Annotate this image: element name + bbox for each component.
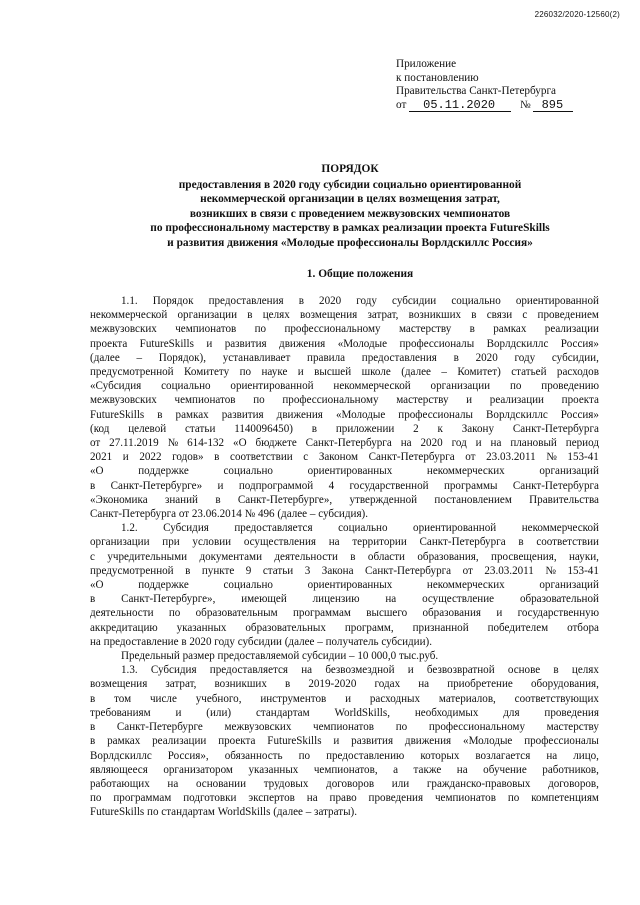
text-line: «Экономика знаний в Санкт-Петербурге», утвержденной постановлением Правительства bbox=[90, 493, 599, 506]
text-line: возмещения затрат, возникших в 2019-2020 годах на приобретение оборудования, bbox=[90, 678, 599, 691]
text-line: «О поддержке социально ориентированных некоммерческих организаций bbox=[90, 579, 599, 592]
paragraph bbox=[90, 521, 599, 649]
text-line: в Санкт-Петербурге», имеющей лицензию на осуществление образовательной bbox=[90, 593, 599, 606]
text-line: «О поддержке социально ориентированных некоммерческих организаций bbox=[90, 465, 599, 478]
text-line: межвузовских чемпионатов по профессиональному мастерству в рамках реализации bbox=[90, 323, 599, 336]
text-line: предусмотренной в пункте 9 статьи 3 Закона Санкт-Петербурга от 23.03.2011 № 153-41 bbox=[90, 564, 599, 577]
paragraph bbox=[90, 294, 599, 521]
text-line: требованиям и (или) стандартам WorldSkills, необходимых для проведения bbox=[90, 706, 599, 719]
text-line: Санкт-Петербурга от 23.06.2014 № 496 (далее – субсидия). bbox=[90, 508, 369, 521]
document-number: 226032/2020-12560(2) bbox=[534, 10, 620, 19]
title-main: ПОРЯДОК bbox=[321, 163, 379, 175]
resolution-date: 05.11.2020 bbox=[409, 99, 511, 112]
text-line: (код целевой статьи 1140096450) в приложении 2 к Закону Санкт-Петербурга bbox=[90, 422, 599, 435]
text-line: от 27.11.2019 № 614-132 «О бюджете Санкт-Петербурга на 2020 год и на плановый период bbox=[90, 437, 599, 450]
text-line: FutureSkills по стандартам WorldSkills (далее – затраты). bbox=[90, 806, 358, 819]
text-line: проекта FutureSkills и развития движения «Молодые профессионалы Ворлдскиллс Россия» bbox=[90, 337, 599, 350]
text-line: (далее – Порядок), устанавливает правила предоставления в 2020 году субсидии, bbox=[90, 351, 599, 364]
text-line: являющееся организатором указанных чемпионатов, а также на обучение работников, bbox=[90, 763, 599, 776]
text-line: Предельный размер предоставляемой субсидии – 10 000,0 тыс.руб. bbox=[121, 650, 439, 663]
text-line: с учредительными документами деятельности в области образования, просвещения, науки, bbox=[90, 550, 599, 563]
text-line: в рамках реализации проекта FutureSkills и развития движения «Молодые профессионалы bbox=[90, 735, 599, 748]
title-subtitle bbox=[60, 178, 640, 251]
section-title: 1. Общие положения bbox=[306, 268, 414, 280]
text-line: по программам подготовки экспертов на право проведения чемпионатов по компетенциям bbox=[90, 792, 599, 805]
text-line: «Субсидия социально ориентированной некоммерческой организации по проведению bbox=[90, 380, 599, 393]
text-line: в Санкт-Петербурге межвузовских чемпионатов по профессиональному мастерству bbox=[90, 721, 599, 734]
text-line: работающих на основании трудовых договоров или гражданско-правовых договоров, bbox=[90, 777, 599, 790]
appendix-line-2: к постановлению bbox=[396, 71, 479, 84]
text-line: предусмотренной Комитету по науке и высшей школе (далее – Комитет) статьей расходов bbox=[90, 366, 599, 379]
text-line: 2021 и 2022 годов» в соответствии с Законом Санкт-Петербурга от 23.03.2011 № 153-41 bbox=[90, 451, 599, 464]
text-line: деятельности по образовательным программам высшего образования и государственную bbox=[90, 607, 599, 620]
paragraph bbox=[90, 663, 599, 819]
resolution-number: 895 bbox=[533, 99, 573, 112]
appendix-block bbox=[396, 58, 573, 112]
text-line: 1.2. Субсидия предоставляется социально ориентированной некоммерческой bbox=[121, 522, 599, 535]
text-line: в Санкт-Петербурге» и подпрограммой 4 государственной программы Санкт-Петербурга bbox=[90, 479, 599, 492]
text-line: организации при условии осуществления на территории Санкт-Петербурга в соответствии bbox=[90, 536, 599, 549]
document-title bbox=[60, 162, 640, 251]
text-line: 1.3. Субсидия предоставляется на безвозмездной и безвозвратной основе в целях bbox=[121, 664, 599, 677]
from-label: от bbox=[396, 98, 407, 111]
appendix-date-line bbox=[396, 99, 573, 113]
number-label: № bbox=[519, 98, 531, 111]
text-line: аккредитацию указанных образовательных программ, признанной победителем отбора bbox=[90, 621, 599, 634]
title-line: некоммерческой организации в целях возмещения затрат, bbox=[200, 193, 500, 206]
text-line: на предоставление в 2020 году субсидии (далее – получатель субсидии). bbox=[90, 635, 433, 648]
text-line: 1.1. Порядок предоставления в 2020 году субсидии социально ориентированной bbox=[121, 295, 599, 307]
document-body bbox=[90, 294, 599, 820]
title-line: и развития движения «Молодые профессионалы Ворлдскиллс Россия» bbox=[167, 236, 533, 249]
text-line: межвузовских чемпионатов по профессиональному мастерству и реализации проекта bbox=[90, 394, 599, 407]
appendix-line-1: Приложение bbox=[396, 58, 457, 70]
title-line: предоставления в 2020 году субсидии социально ориентированной bbox=[178, 178, 522, 191]
paragraph bbox=[90, 649, 599, 663]
title-line: по профессиональному мастерству в рамках реализации проекта FutureSkills bbox=[150, 222, 550, 235]
text-line: в том числе учебного, инструментов и расходных материалов, соответствующих bbox=[90, 692, 599, 705]
text-line: некоммерческой организации в целях возмещения затрат, возникших в связи с проведением bbox=[90, 309, 599, 322]
appendix-line-3: Правительства Санкт-Петербурга bbox=[396, 85, 557, 98]
text-line: FutureSkills в рамках развития движения «Молодые профессионалы Ворлдскиллс Россия» bbox=[90, 408, 599, 421]
text-line: Ворлдскиллс Россия», обязанность по предоставлению которых возлагается на лицо, bbox=[90, 749, 599, 762]
title-line: возникших в связи с проведением межвузовских чемпионатов bbox=[189, 207, 511, 220]
